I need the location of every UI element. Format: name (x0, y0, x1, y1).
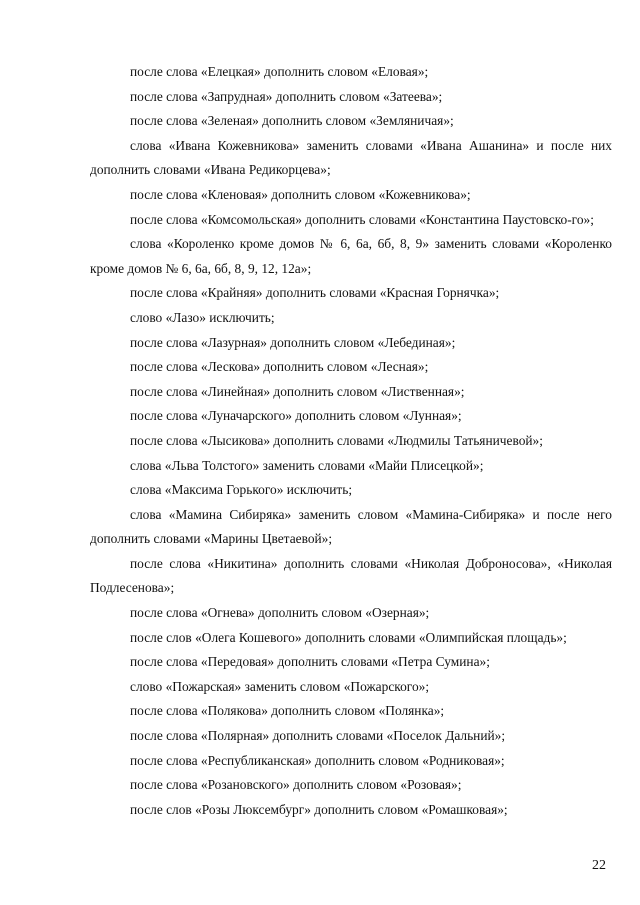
paragraph: после слова «Линейная» дополнить словом «Лиственная»; (130, 383, 465, 399)
paragraph: после слова «Луначарского» дополнить словом «Лунная»; (130, 408, 462, 424)
document-body (90, 60, 612, 822)
paragraph: слова «Короленко кроме домов № 6, 6а, 6б, 8, 9» заменить словами «Короленко кроме домов № 6, 6а, 6б, 8, 9, 12, 12а»; (90, 236, 612, 276)
paragraph: после слова «Зеленая» дополнить словом «Земляничая»; (130, 113, 454, 129)
paragraph: после слов «Олега Кошевого» дополнить словами «Олимпийская площадь»; (130, 629, 567, 645)
paragraph: после слова «Лысикова» дополнить словами «Людмилы Татьяничевой»; (130, 432, 543, 448)
paragraph: после слова «Полякова» дополнить словом «Полянка»; (130, 703, 445, 719)
paragraph: слово «Пожарская» заменить словом «Пожарского»; (130, 678, 430, 694)
paragraph: после слова «Полярная» дополнить словами «Поселок Дальний»; (130, 728, 506, 744)
paragraph: слова «Максима Горького» исключить; (130, 482, 353, 498)
page-number: 22 (592, 858, 606, 873)
paragraph: после слова «Елецкая» дополнить словом «Еловая»; (130, 64, 429, 79)
paragraph: после слова «Передовая» дополнить словами «Петра Сумина»; (130, 654, 490, 670)
paragraph: после слова «Комсомольская» дополнить словами «Константина Паустовско-го»; (130, 211, 594, 227)
paragraph: слово «Лазо» исключить; (130, 309, 275, 325)
paragraph: после слова «Лазурная» дополнить словом «Лебединая»; (130, 334, 456, 350)
paragraph: после слова «Огнева» дополнить словом «Озерная»; (130, 605, 430, 621)
paragraph: после слова «Лескова» дополнить словом «Лесная»; (130, 359, 429, 375)
paragraph: слова «Ивана Кожевникова» заменить словами «Ивана Ашанина» и после них дополнить словами «Ивана Редикорцева»; (90, 137, 612, 178)
paragraph: слова «Мамина Сибиряка» заменить словом «Мамина-Сибиряка» и после него дополнить словами «Марины Цветаевой»; (90, 506, 612, 547)
paragraph: слова «Льва Толстого» заменить словами «Майи Плисецкой»; (130, 457, 484, 473)
paragraph: после слова «Республиканская» дополнить словом «Родниковая»; (130, 752, 505, 768)
paragraph: после слов «Розы Люксембург» дополнить словом «Ромашковая»; (130, 801, 508, 817)
paragraph: после слова «Крайняя» дополнить словами «Красная Горнячка»; (130, 285, 500, 301)
paragraph: после слова «Запрудная» дополнить словом «Затеева»; (130, 88, 443, 104)
paragraph: после слова «Никитина» дополнить словами «Николая Доброносова», «Николая Подлесенова»; (90, 555, 612, 596)
paragraph: после слова «Розановского» дополнить словом «Розовая»; (130, 777, 462, 793)
paragraph: после слова «Кленовая» дополнить словом «Кожевникова»; (130, 186, 471, 202)
